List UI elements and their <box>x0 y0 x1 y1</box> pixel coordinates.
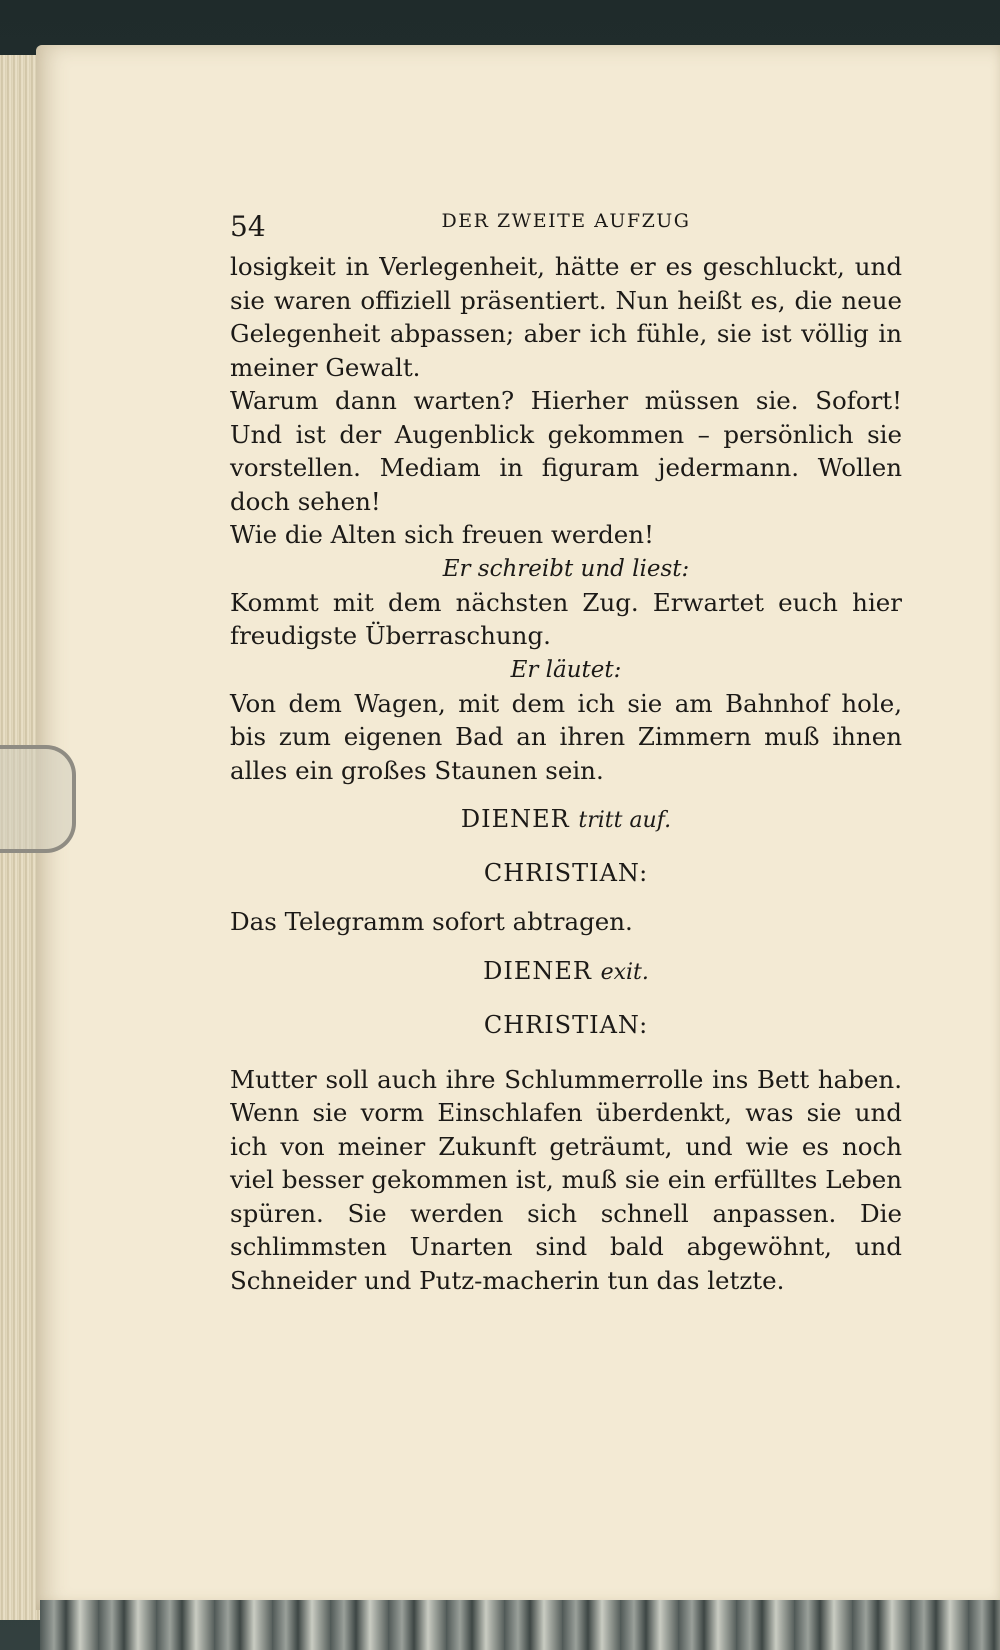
stage-direction-1: Er schreibt und liest: <box>442 555 690 582</box>
running-head <box>230 210 902 250</box>
action-text: exit. <box>600 959 649 985</box>
paragraph-4: Kommt mit dem nächsten Zug. Erwartet euch hier freudigste Überraschung. <box>230 587 902 650</box>
page-clip <box>0 745 76 853</box>
character-name: DIENER <box>483 956 592 985</box>
paragraph-5: Von dem Wagen, mit dem ich sie am Bahnhof hole, bis zum eigenen Bad an ihren Zimmern muß ihnen alles ein großes Staunen sein. <box>230 688 902 785</box>
paragraph-6: Das Telegramm sofort abtragen. <box>230 907 633 936</box>
paragraph-7: Mutter soll auch ihre Schlummerrolle ins Bett haben. Wenn sie vorm Einschlafen überdenkt, was sie und ich von meiner Zukunft geträumt, und wie es noch viel besser gekommen ist, muß sie ein erfülltes Leben spüren. Sie werden sich schnell anpassen. Die schlimmsten Unarten sind bald abgewöhnt, und Schneider und Putz-macherin tun das letzte. <box>230 1064 902 1295</box>
book-cover-edge <box>40 1600 1000 1650</box>
stage-direction-diener-exits <box>230 951 902 993</box>
speaker-label-2: CHRISTIAN: <box>483 1010 649 1039</box>
action-text: tritt auf. <box>578 808 672 833</box>
text-block <box>230 210 902 1297</box>
character-name: DIENER <box>460 805 570 833</box>
speaker-label-1: CHRISTIAN: <box>483 859 649 887</box>
paragraph-2: Warum dann warten? Hierher müssen sie. Sofort! Und ist der Augenblick gekommen – persönlich sie vorstellen. Mediam in figuram jedermann. Wollen doch sehen! <box>230 386 902 516</box>
page-number: 54 <box>230 210 266 243</box>
running-title: DER ZWEITE AUFZUG <box>441 210 691 232</box>
paragraph-3: Wie die Alten sich freuen werden! <box>230 520 654 549</box>
paragraph-1: losigkeit in Verlegenheit, hätte er es geschluckt, und sie waren offiziell präsentiert. Nun heißt es, die neue Gelegenheit abpassen; aber ich fühle, sie ist völlig in meiner Gewalt. <box>230 252 902 382</box>
stage-direction-2: Er läutet: <box>510 656 622 683</box>
stage-direction-diener-enters <box>230 799 902 841</box>
